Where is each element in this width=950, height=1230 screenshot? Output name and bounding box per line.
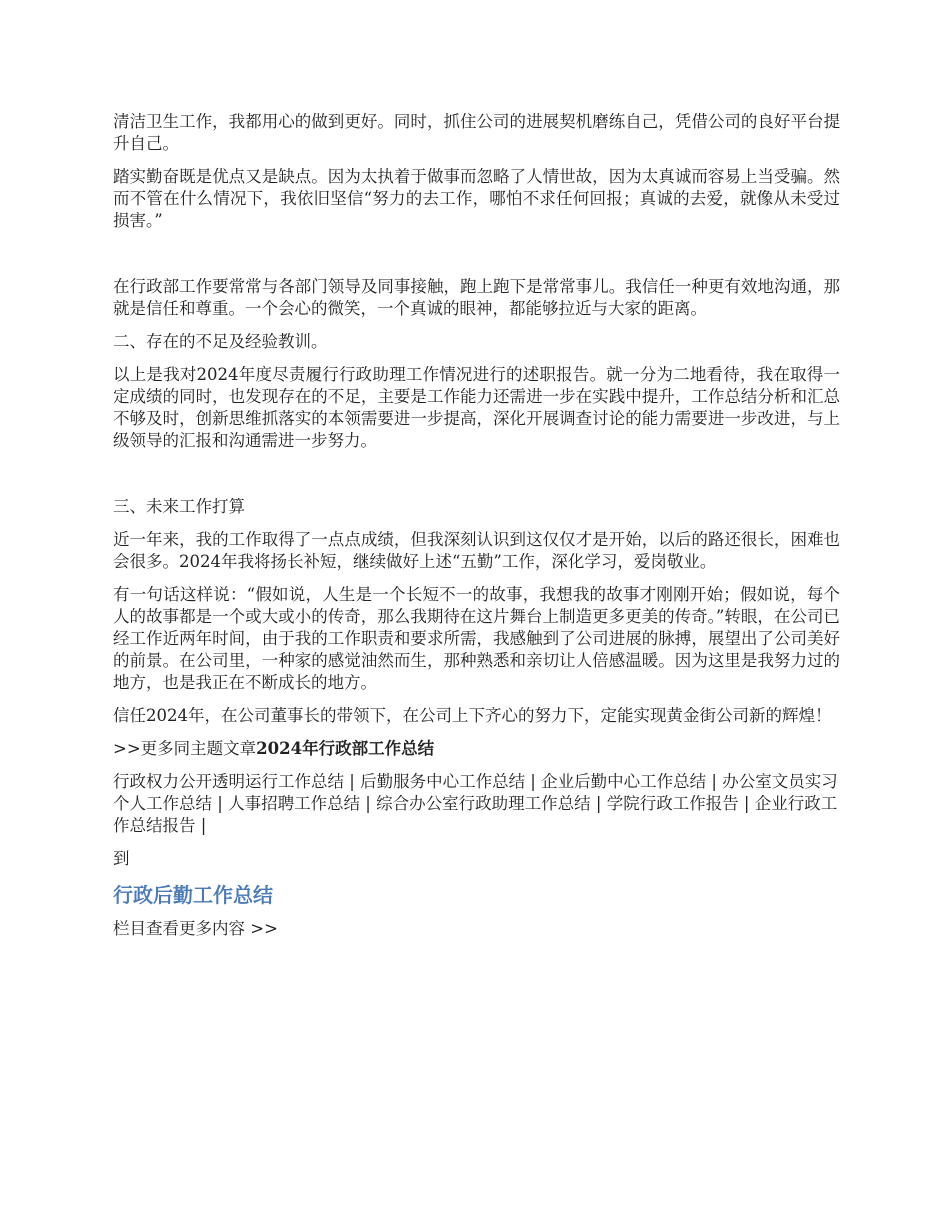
more-articles-prefix: >>更多同主题文章 xyxy=(113,739,257,758)
to-label: 到 xyxy=(113,849,130,868)
more-articles-topic-link[interactable]: 2024年行政部工作总结 xyxy=(256,739,435,758)
related-link[interactable]: 综合办公室行政助理工作总结 xyxy=(376,794,591,813)
related-link[interactable]: 学院行政工作报告 xyxy=(606,794,739,813)
related-link[interactable]: 行政权力公开透明运行工作总结 xyxy=(113,772,344,791)
related-link[interactable]: 人事招聘工作总结 xyxy=(228,794,361,813)
column-more-link[interactable]: 栏目查看更多内容 >> xyxy=(113,919,278,938)
paragraph-6: 有一句话这样说：“假如说，人生是一个长短不一的故事，我想我的故事才刚刚开始；假如说，每个人的故事都是一个或大或小的传奇，那么我期待在这片舞台上制造更多更美的传奇。”转眼，在公司已经工作近两年时间，由于我的工作职责和要求所需，我感触到了公司进展的脉搏，展望出了公司美好的前景。在公司里，一种家的感觉油然而生，那种熟悉和亲切让人倍感温暖。因为这里是我努力过的地方，也是我正在不断成长的地方。 xyxy=(113,585,840,692)
paragraph-5: 近一年来，我的工作取得了一点点成绩，但我深刻认识到这仅仅才是开始，以后的路还很长，困难也会很多。2024年我将扬长补短，继续做好上述“五勤”工作，深化学习，爱岗敬业。 xyxy=(113,530,840,571)
link-separator: | xyxy=(195,816,207,835)
link-separator: | xyxy=(706,772,723,791)
link-separator: | xyxy=(738,794,755,813)
paragraph-2: 踏实勤奋既是优点又是缺点。因为太执着于做事而忽略了人情世故，因为太真诚而容易上当受骗。然而不管在什么情况下，我依旧坚信“努力的去工作，哪怕不求任何回报；真诚的去爱，就像从未受过损害。” xyxy=(113,167,840,230)
link-separator: | xyxy=(525,772,542,791)
more-articles-line xyxy=(113,738,840,760)
paragraph-3: 在行政部工作要常常与各部门领导及同事接触，跑上跑下是常常事儿。我信任一种更有效地沟通，那就是信任和尊重。一个会心的微笑，一个真诚的眼神，都能够拉近与大家的距离。 xyxy=(113,277,840,318)
spacer xyxy=(113,463,840,496)
section-3-heading: 三、未来工作打算 xyxy=(113,497,245,516)
link-separator: | xyxy=(344,772,361,791)
related-link[interactable]: 企业行政工作总结报告 xyxy=(113,794,838,835)
spacer xyxy=(113,243,840,276)
paragraph-4: 以上是我对2024年度尽责履行行政助理工作情况进行的述职报告。就一分为二地看待，我在取得一定成绩的同时，也发现存在的不足，主要是工作能力还需进一步在实践中提升，工作总结分析和汇总不够及时，创新思维抓落实的本领需要进一步提高，深化开展调查讨论的能力需要进一步改进，与上级领导的汇报和沟通需进一步努力。 xyxy=(113,365,840,450)
section-2-heading: 二、存在的不足及经验教训。 xyxy=(113,332,328,351)
paragraph-7: 信任2024年，在公司董事长的带领下，在公司上下齐心的努力下，定能实现黄金街公司新的辉煌！ xyxy=(113,706,832,725)
related-link[interactable]: 企业后勤中心工作总结 xyxy=(541,772,707,791)
related-link[interactable]: 后勤服务中心工作总结 xyxy=(360,772,526,791)
related-link[interactable]: 办公室文员实习个人工作总结 xyxy=(113,772,838,813)
link-separator: | xyxy=(212,794,229,813)
category-link[interactable]: 行政后勤工作总结 xyxy=(113,883,273,907)
paragraph-1: 清洁卫生工作，我都用心的做到更好。同时，抓住公司的进展契机磨练自己，凭借公司的良好平台提升自己。 xyxy=(113,112,840,153)
document-page xyxy=(113,111,840,951)
link-separator: | xyxy=(590,794,607,813)
link-separator: | xyxy=(360,794,377,813)
related-links xyxy=(113,771,840,837)
